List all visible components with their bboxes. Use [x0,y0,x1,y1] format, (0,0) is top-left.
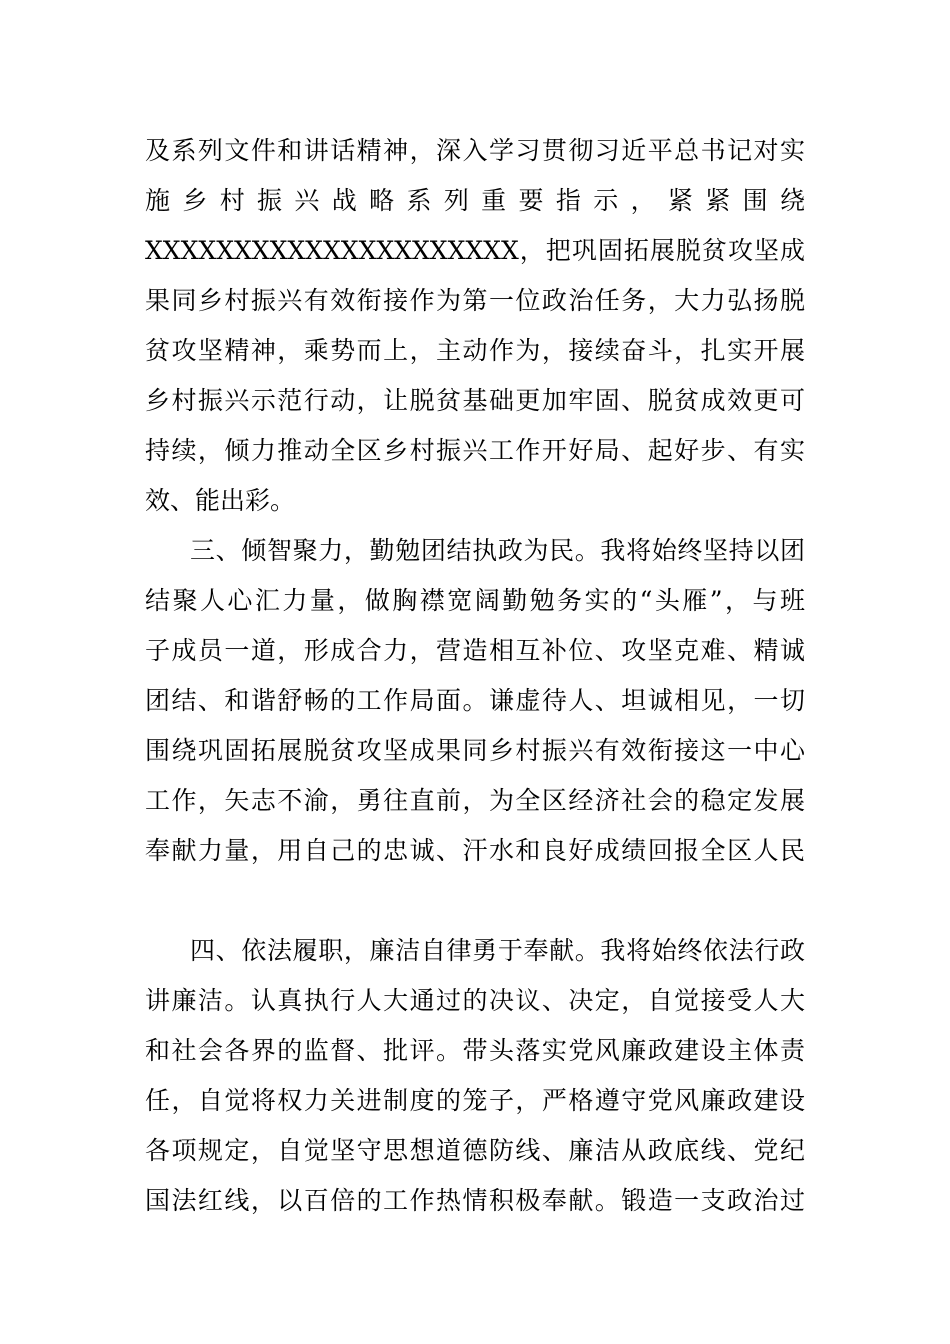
p3-line-4: 任，自觉将权力关进制度的笼子，严格遵守党风廉政建设 [145,1086,805,1115]
p3-line-5: 各项规定，自觉坚守思想道德防线、廉洁从政底线、党纪 [145,1136,805,1165]
p3-line-1: 四、依法履职，廉洁自律勇于奉献。我将始终依法行政 [190,936,805,965]
p1-line-4: 果同乡村振兴有效衔接作为第一位政治任务，大力弘扬脱 [145,286,805,315]
p3-line-2: 讲廉洁。认真执行人大通过的决议、决定，自觉接受人大 [145,986,805,1015]
p3-line-3: 和社会各界的监督、批评。带头落实党风廉政建设主体责 [145,1036,805,1065]
p1-line-7: 持续，倾力推动全区乡村振兴工作开好局、起好步、有实 [145,436,805,465]
p1-line-5: 贫攻坚精神，乘势而上，主动作为，接续奋斗，扎实开展 [145,336,805,365]
p1-line-8: 效、能出彩。 [145,486,296,515]
p2-line-6: 工作，矢志不渝，勇往直前，为全区经济社会的稳定发展 [145,786,805,815]
p1-line-2: 施乡村振兴战略系列重要指示，紧紧围绕 [145,186,805,215]
p1-line-1: 及系列文件和讲话精神，深入学习贯彻习近平总书记对实 [145,136,805,165]
p3-line-6: 国法红线，以百倍的工作热情积极奉献。锻造一支政治过 [145,1186,805,1215]
p2-line-5: 围绕巩固拓展脱贫攻坚成果同乡村振兴有效衔接这一中心 [145,736,805,765]
p2-line-2: 结聚人心汇力量，做胸襟宽阔勤勉务实的“头雁”，与班 [145,586,805,615]
p2-line-7: 奉献力量，用自己的忠诚、汗水和良好成绩回报全区人民 [145,836,805,865]
p1-line-6: 乡村振兴示范行动，让脱贫基础更加牢固、脱贫成效更可 [145,386,805,415]
p1-line-3: XXXXXXXXXXXXXXXXXXXXX，把巩固拓展脱贫攻坚成 [145,236,805,265]
p2-line-3: 子成员一道，形成合力，营造相互补位、攻坚克难、精诚 [145,636,805,665]
p2-line-4: 团结、和谐舒畅的工作局面。谦虚待人、坦诚相见，一切 [145,686,805,715]
p2-line-1: 三、倾智聚力，勤勉团结执政为民。我将始终坚持以团 [190,536,805,565]
